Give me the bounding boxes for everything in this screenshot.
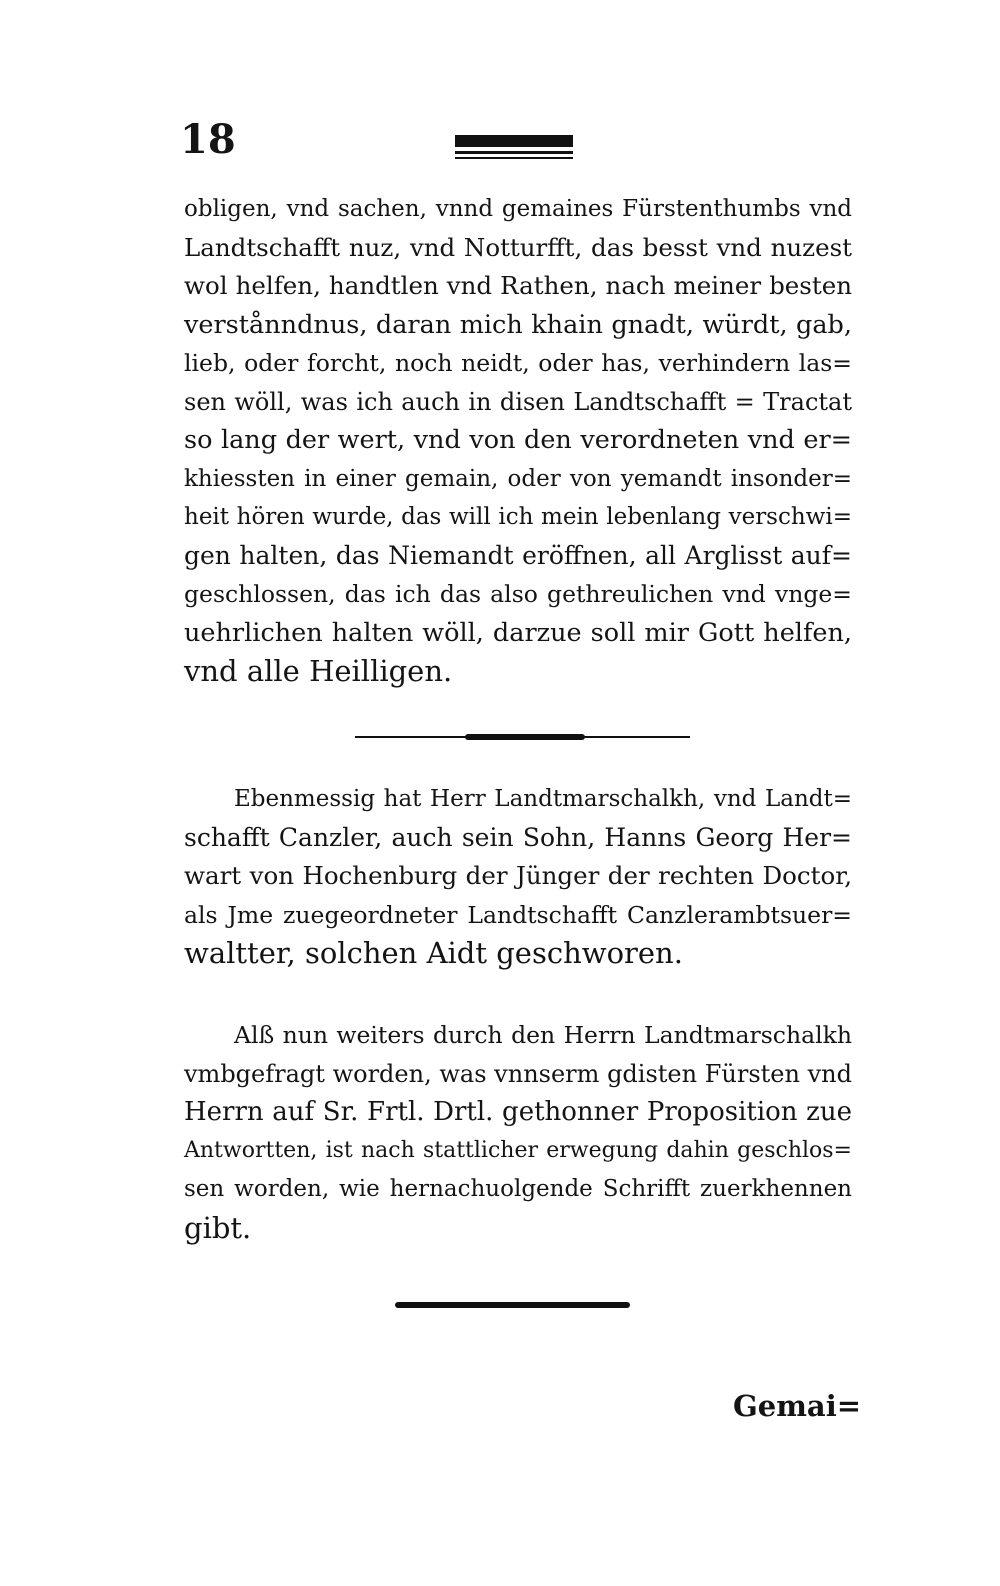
text-line: obligen, vnd sachen, vnnd gemaines Fürstenthumbs vnd xyxy=(184,196,852,222)
text-line: Alß nun weiters durch den Herrn Landtmarschalkh xyxy=(234,1021,852,1049)
text-line: Antwortten, ist nach stattlicher erwegung dahin geschlos= xyxy=(184,1137,852,1163)
paragraph-oath xyxy=(184,190,852,691)
header-rule-thick xyxy=(455,135,573,147)
text-line: schafft Canzler, auch sein Sohn, Hanns Georg Her= xyxy=(184,822,852,852)
divider-swell xyxy=(465,734,585,740)
text-line: gibt. xyxy=(184,1210,252,1245)
header-rule-thin xyxy=(455,151,573,154)
text-line: waltter, solchen Aidt geschworen. xyxy=(184,936,683,970)
text-line: Landtschafft nuz, vnd Notturfft, das besst vnd nuzest xyxy=(184,232,852,262)
text-line: vmbgefragt worden, was vnnserm gdisten Fürsten vnd xyxy=(184,1059,852,1088)
header-rule-thin xyxy=(455,157,573,159)
page-number: 18 xyxy=(180,116,236,163)
text-line: uehrlichen halten wöll, darzue soll mir Gott helfen, xyxy=(184,617,852,648)
text-line: sen worden, wie hernachuolgende Schrifft zuerkhennen xyxy=(184,1176,852,1202)
text-line: als Jme zuegeordneter Landtschafft Canzlerambtsuer= xyxy=(184,900,852,929)
section-divider xyxy=(355,733,690,741)
text-line: Herrn auf Sr. Frtl. Drtl. gethonner Proposition zue xyxy=(184,1097,852,1127)
header-rule xyxy=(455,135,573,161)
text-line: wol helfen, handtlen vnd Rathen, nach meiner besten xyxy=(184,271,852,300)
text-line: vnd alle Heilligen. xyxy=(184,654,453,688)
text-line: verstånndnus, daran mich khain gnadt, würdt, gab, xyxy=(184,309,852,340)
catchword: Gemai= xyxy=(733,1389,862,1423)
paragraph-proposition xyxy=(184,1016,852,1247)
section-divider xyxy=(395,1302,630,1308)
paragraph-chancellor xyxy=(184,780,852,973)
text-line: geschlossen, das ich das also gethreulichen vnd vnge= xyxy=(184,580,852,608)
text-line: wart von Hochenburg der Jünger der rechten Doctor, xyxy=(184,861,852,890)
text-line: gen halten, das Niemandt eröffnen, all Arglisst auf= xyxy=(184,540,852,570)
text-line: khiessten in einer gemain, oder von yemandt insonder= xyxy=(184,465,852,492)
text-line: so lang der wert, vnd von den verordneten vnd er= xyxy=(184,425,852,455)
text-line: lieb, oder forcht, noch neidt, oder has, verhindern las= xyxy=(184,349,852,377)
text-line: sen wöll, was ich auch in disen Landtschafft = Tractat xyxy=(184,387,852,416)
text-line: Ebenmessig hat Herr Landtmarschalkh, vnd Landt= xyxy=(234,786,852,812)
text-line: heit hören wurde, das will ich mein lebenlang verschwi= xyxy=(184,504,852,530)
